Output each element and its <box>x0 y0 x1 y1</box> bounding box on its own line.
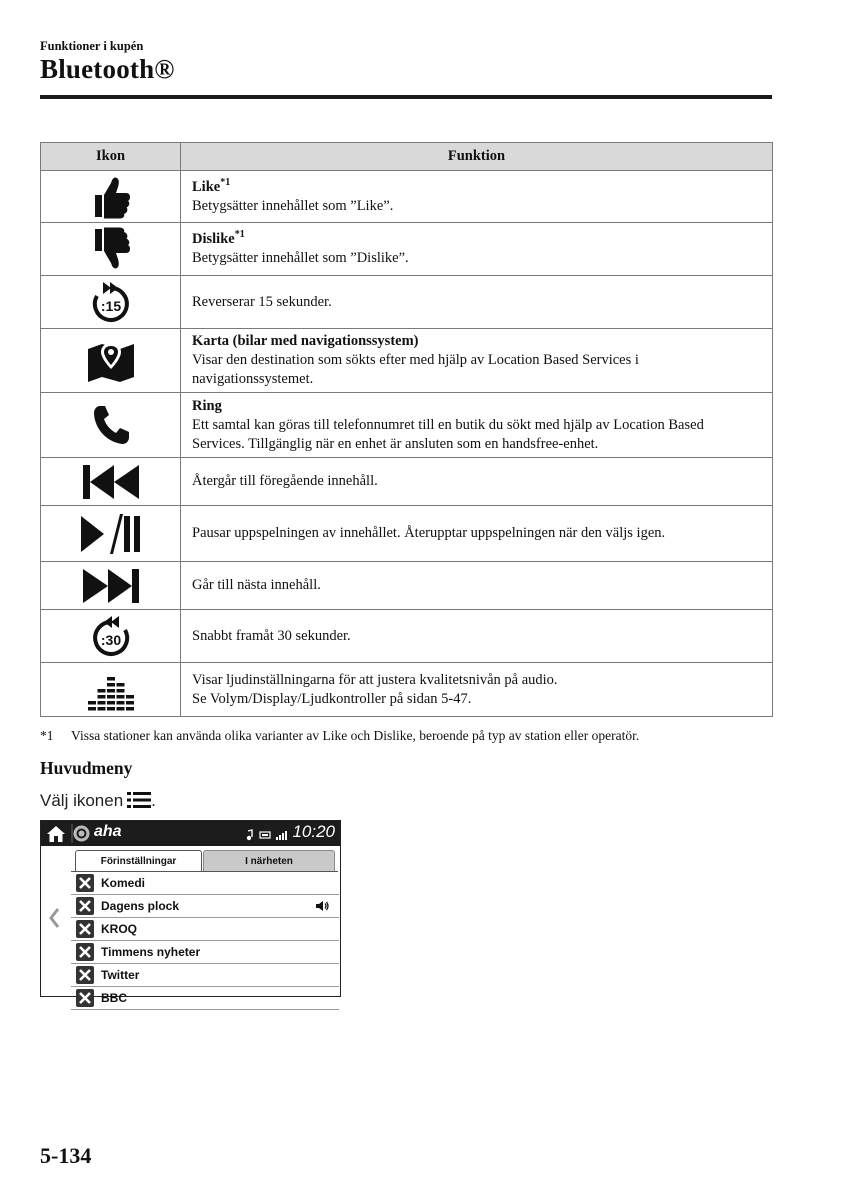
footnote <box>40 728 639 744</box>
x-icon <box>76 943 94 961</box>
speaker-icon <box>315 900 329 912</box>
table-row <box>41 562 773 610</box>
table-row <box>41 610 773 663</box>
footnote-text: Vissa stationer kan använda olika varianter av Like och Dislike, beroende på typ av station eller operatör. <box>71 728 640 743</box>
table-row <box>41 276 773 329</box>
screen-top-bar <box>41 821 340 846</box>
x-icon <box>76 966 94 984</box>
equalizer-icon <box>86 669 136 711</box>
function-description: Betygsätter innehållet som ”Dislike”. <box>192 250 409 266</box>
function-description: Visar ljudinställningarna för att justera kvalitetsnivån på audio. <box>192 671 558 688</box>
table-row <box>41 663 773 717</box>
rewind-15-icon <box>91 281 131 323</box>
thumbs-down-icon <box>91 227 131 271</box>
footnote-mark: *1 <box>40 728 54 743</box>
column-header-icon: Ikon <box>41 143 181 171</box>
list-item[interactable]: Komedi <box>71 872 339 895</box>
x-icon <box>76 920 94 938</box>
tab-nearby[interactable]: I närheten <box>203 850 335 872</box>
status-icons <box>245 829 293 841</box>
page-title: Bluetooth® <box>40 54 175 84</box>
svg-text::30: :30 <box>100 632 121 648</box>
function-title: Dislike$^{*1}$ <box>192 229 245 247</box>
aha-screen-screenshot <box>40 820 341 1005</box>
function-reference: Se Volym/Display/Ljudkontroller på sidan 5-47. <box>192 690 472 707</box>
function-description: Återgår till föregående innehåll. <box>192 473 378 489</box>
clock: 10:20 <box>292 822 335 841</box>
x-icon <box>76 897 94 915</box>
section-label: Funktioner i kupén <box>40 39 144 53</box>
function-description: Pausar uppspelningen av innehållet. Återupptar uppspelningen när den väljs igen. <box>192 525 666 541</box>
skip-back-icon <box>82 464 140 500</box>
function-title: Like$^{*1}$ <box>192 176 231 195</box>
section-heading: Huvudmeny <box>40 758 133 778</box>
phone-icon <box>91 404 131 446</box>
function-title: Ring <box>192 397 222 414</box>
list-item[interactable]: BBC <box>71 987 339 1010</box>
thumbs-up-icon <box>91 175 131 219</box>
page-number: 5-134 <box>40 1143 92 1168</box>
table-row <box>41 171 773 223</box>
function-description: Visar den destination som sökts efter med hjälp av Location Based Services i navigationssystemet. <box>192 352 639 387</box>
instruction-text: Välj ikonen . <box>40 791 156 810</box>
skip-forward-icon <box>82 568 140 604</box>
table-row <box>41 223 773 276</box>
table-row <box>41 506 773 562</box>
function-description: Reverserar 15 sekunder. <box>192 293 332 310</box>
app-name: aha <box>94 823 122 840</box>
table-row <box>41 393 773 458</box>
home-icon[interactable] <box>45 824 67 843</box>
table-header-row <box>41 143 773 171</box>
table-row <box>41 458 773 506</box>
column-header-function: Funktion <box>181 143 773 171</box>
list-item[interactable]: Twitter <box>71 964 339 987</box>
forward-30-icon <box>91 615 131 657</box>
x-icon <box>76 874 94 892</box>
list-item[interactable]: KROQ <box>71 918 339 941</box>
play-pause-icon <box>80 513 142 555</box>
menu-list-icon <box>127 792 151 808</box>
station-list <box>71 872 339 1010</box>
function-description: Ett samtal kan göras till telefonnumret till en butik du sökt med hjälp av Location Based Services. Tillgänglig när en enhet är ansluten som en handsfree-enhet. <box>192 416 704 452</box>
table-row <box>41 329 773 393</box>
chevron-left-icon[interactable] <box>48 907 60 929</box>
function-description: Betygsätter innehållet som ”Like”. <box>192 197 394 214</box>
tab-presets[interactable]: Förinställningar <box>75 850 202 872</box>
list-item[interactable]: Timmens nyheter <box>71 941 339 964</box>
icon-function-table <box>40 142 773 717</box>
x-icon <box>76 989 94 1007</box>
function-description: Går till nästa innehåll. <box>192 577 321 593</box>
function-title: Karta (bilar med navigationssystem) <box>192 333 419 349</box>
map-pin-icon <box>86 339 136 383</box>
title-rule <box>40 95 772 99</box>
function-description: Snabbt framåt 30 sekunder. <box>192 627 351 644</box>
aha-logo-icon <box>73 825 90 842</box>
list-item[interactable]: Dagens plock <box>71 895 339 918</box>
svg-text::15: :15 <box>100 298 121 314</box>
